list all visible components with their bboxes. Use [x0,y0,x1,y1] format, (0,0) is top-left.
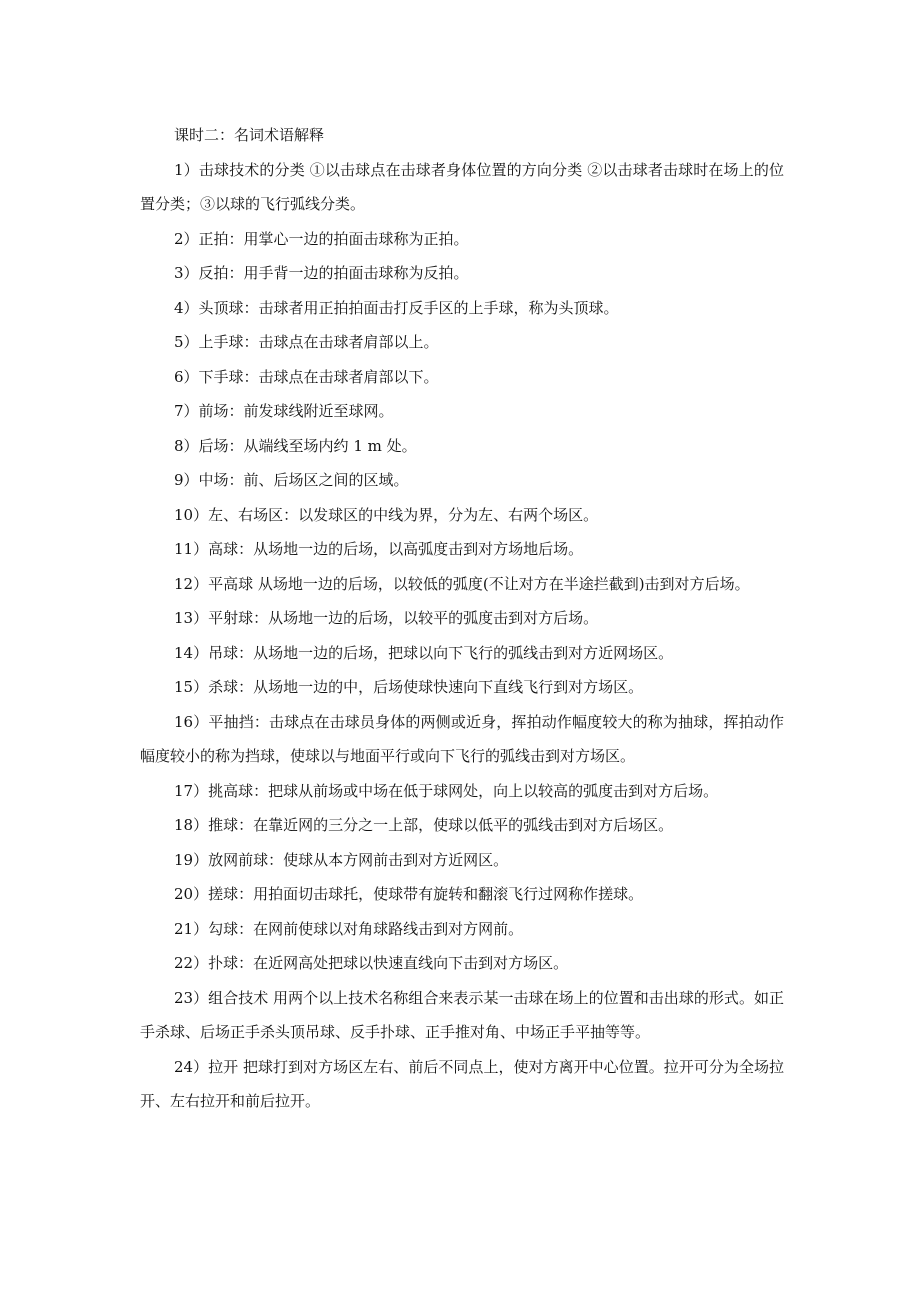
term-paragraph-14: 14）吊球：从场地一边的后场，把球以向下飞行的弧线击到对方近网场区。 [174,643,674,662]
term-paragraph-5: 5）上手球：击球点在击球者肩部以上。 [174,333,439,351]
lesson-title: 课时二：名词术语解释 [174,126,325,144]
term-paragraph-7: 7）前场：前发球线附近至球网。 [174,402,394,420]
term-paragraph-12: 12）平高球 从场地一边的后场，以较低的弧度(不让对方在半途拦截到)击到对方后场。 [174,574,750,593]
term-paragraph-1: 1）击球技术的分类 ①以击球点在击球者身体位置的方向分类 ②以击球者击球时在场上的位置分类；③以球的飞行弧线分类。 [140,160,784,213]
term-paragraph-21: 21）勾球：在网前使球以对角球路线击到对方网前。 [174,919,524,938]
term-paragraph-8: 8）后场：从端线至场内约 1 m 处。 [174,436,417,455]
term-paragraph-19: 19）放网前球：使球从本方网前击到对方近网区。 [174,850,509,869]
term-paragraph-16: 16）平抽挡：击球点在击球员身体的两侧或近身，挥拍动作幅度较大的称为抽球，挥拍动作幅度较小的称为挡球，使球以与地面平行或向下飞行的弧线击到对方场区。 [140,712,784,765]
term-paragraph-11: 11）高球：从场地一边的后场，以高弧度击到对方场地后场。 [174,540,584,558]
term-paragraph-10: 10）左、右场区：以发球区的中线为界，分为左、右两个场区。 [174,505,599,524]
term-paragraph-24: 24）拉开 把球打到对方场区左右、前后不同点上，使对方离开中心位置。拉开可分为全场拉开、左右拉开和前后拉开。 [140,1057,784,1110]
document-page [140,118,784,1119]
term-paragraph-4: 4）头顶球：击球者用正拍拍面击打反手区的上手球，称为头顶球。 [174,298,619,317]
term-paragraph-23: 23）组合技术 用两个以上技术名称组合来表示某一击球在场上的位置和击出球的形式。如正手杀球、后场正手杀头顶吊球、反手扑球、正手推对角、中场正手平抽等等。 [140,988,784,1041]
term-paragraph-18: 18）推球：在靠近网的三分之一上部，使球以低平的弧线击到对方后场区。 [174,816,674,834]
term-paragraph-20: 20）搓球：用拍面切击球托，使球带有旋转和翻滚飞行过网称作搓球。 [174,885,644,903]
term-paragraph-9: 9）中场：前、后场区之间的区域。 [174,471,409,489]
term-paragraph-17: 17）挑高球：把球从前场或中场在低于球网处，向上以较高的弧度击到对方后场。 [174,781,719,800]
term-paragraph-3: 3）反拍：用手背一边的拍面击球称为反拍。 [174,264,469,282]
term-paragraph-6: 6）下手球：击球点在击球者肩部以下。 [174,367,439,386]
term-paragraph-22: 22）扑球：在近网高处把球以快速直线向下击到对方场区。 [174,954,569,972]
term-paragraph-13: 13）平射球：从场地一边的后场，以较平的弧度击到对方后场。 [174,609,599,627]
term-paragraph-2: 2）正拍：用掌心一边的拍面击球称为正拍。 [174,229,469,248]
term-paragraph-15: 15）杀球：从场地一边的中，后场使球快速向下直线飞行到对方场区。 [174,678,644,696]
